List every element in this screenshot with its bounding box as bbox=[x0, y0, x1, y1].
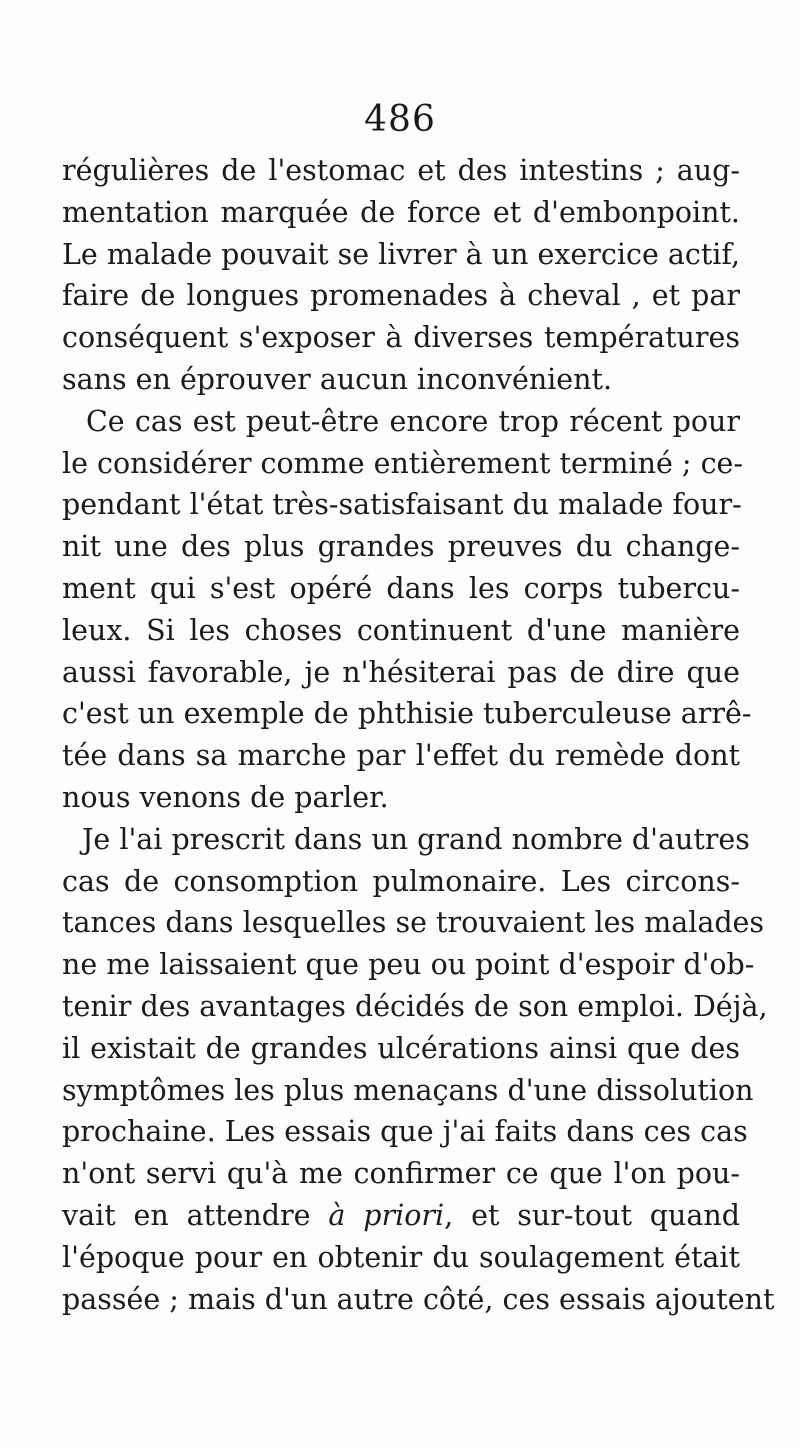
text-fragment: , et sur-tout quand bbox=[444, 1198, 740, 1232]
text-line: tée dans sa marche par l'effet du remède dont bbox=[62, 739, 740, 773]
text-line: nous venons de parler. bbox=[62, 780, 389, 814]
text-line: n'ont servi qu'à me confirmer ce que l'on pou- bbox=[62, 1157, 740, 1191]
text-line: ne me laissaient que peu ou point d'espoir d'ob- bbox=[62, 948, 755, 982]
text-line-with-italic bbox=[62, 1195, 740, 1237]
text-fragment: vait en attendre bbox=[62, 1198, 311, 1232]
text-line: faire de longues promenades à cheval , et par bbox=[62, 279, 740, 313]
text-line: pendant l'état très-satisfaisant du malade four- bbox=[62, 488, 742, 522]
body-text bbox=[62, 150, 775, 1320]
text-line: Le malade pouvait se livrer à un exercice actif, bbox=[62, 237, 741, 271]
paragraph-start-line: Ce cas est peut-être encore trop récent pour bbox=[86, 404, 740, 438]
page-number: 486 bbox=[364, 99, 436, 140]
text-line: symptômes les plus menaçans d'une dissolution bbox=[62, 1073, 754, 1107]
text-line: aussi favorable, je n'hésiterai pas de dire que bbox=[62, 655, 740, 689]
text-line: régulières de l'estomac et des intestins ; aug- bbox=[62, 154, 740, 187]
text-line: il existait de grandes ulcérations ainsi que des bbox=[62, 1031, 740, 1065]
text-line: ment qui s'est opéré dans les corps tubercu- bbox=[62, 571, 740, 605]
text-line: mentation marquée de force et d'embonpoint. bbox=[62, 195, 740, 229]
text-line: passée ; mais d'un autre côté, ces essais ajoutent bbox=[62, 1282, 775, 1316]
text-line: sans en éprouver aucun inconvénient. bbox=[62, 362, 613, 396]
text-line: tances dans lesquelles se trouvaient les malades bbox=[62, 906, 765, 940]
italic-phrase: à priori bbox=[328, 1198, 445, 1232]
text-line: prochaine. Les essais que j'ai faits dans ces cas bbox=[62, 1115, 748, 1149]
text-line: cas de consomption pulmonaire. Les circons- bbox=[62, 864, 740, 898]
text-line: l'époque pour en obtenir du soulagement était bbox=[62, 1240, 740, 1274]
text-line: conséquent s'exposer à diverses températures bbox=[62, 321, 740, 355]
text-line: tenir des avantages décidés de son emploi. Déjà, bbox=[62, 989, 768, 1023]
text-line: le considérer comme entièrement terminé ; ce- bbox=[62, 446, 744, 480]
text-line: c'est un exemple de phthisie tuberculeuse arrê- bbox=[62, 697, 752, 731]
text-line: nit une des plus grandes preuves du change- bbox=[62, 530, 740, 564]
text-line: leux. Si les choses continuent d'une manière bbox=[62, 613, 740, 647]
paragraph-start-line: Je l'ai prescrit dans un grand nombre d'autres bbox=[82, 822, 750, 856]
